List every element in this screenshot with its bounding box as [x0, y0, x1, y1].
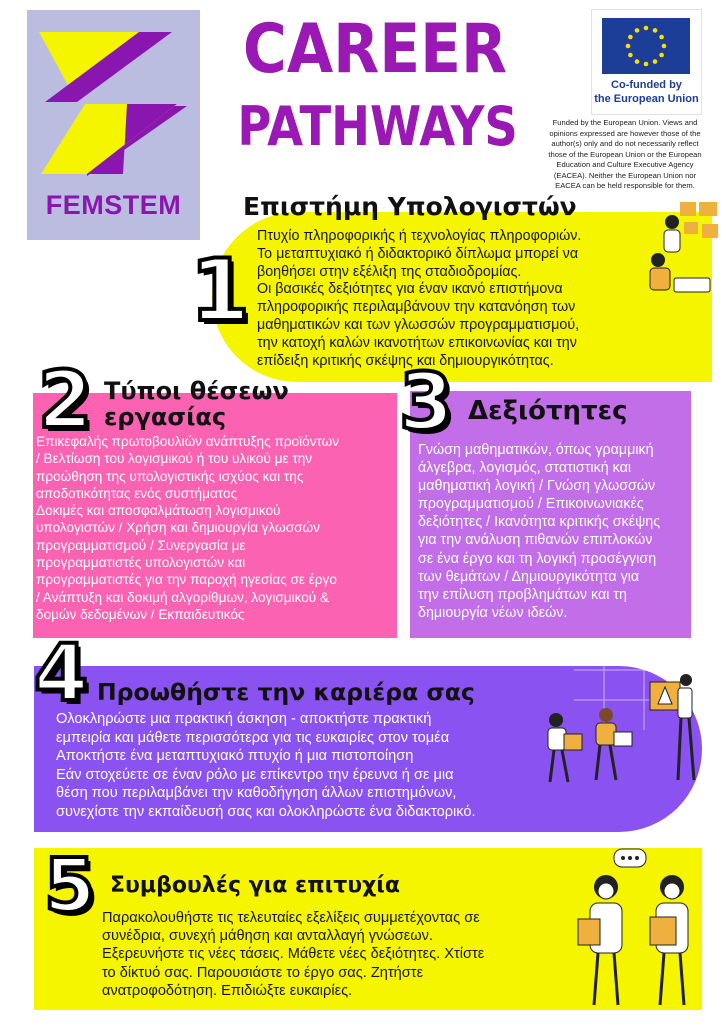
eu-cofunded-badge [591, 9, 702, 115]
body-line: δημιουργία νέων ιδεών. [418, 604, 568, 621]
body-line: για την ανάλυση πιθανών επιπλοκών [418, 532, 653, 549]
eu-disclaimer [536, 118, 714, 192]
body-line: αποδοτικότητας ενός συστήματος [36, 485, 238, 501]
body-line: βοηθήσει στην εξέλιξη της σταδιοδρομίας. [257, 263, 522, 280]
body-line: δεξιότητες / Ικανότητα κριτικής σκέψης [418, 514, 661, 531]
body-line: ανατροφοδότηση. Επιδιώξτε ευκαιρίες. [102, 982, 353, 999]
coworkers-illustration [644, 200, 722, 300]
body-line: άλγεβρα, λογισμός, στατιστική και [418, 460, 632, 477]
section-4-heading: Προωθήστε την καριέρα σας [97, 678, 475, 706]
disclaimer-line: opinions expressed are however those of the [549, 128, 701, 138]
body-line: Γνώση μαθηματικών, όπως γραμμική [418, 442, 654, 458]
section-2-number: 2 [38, 356, 93, 446]
body-line: των θεμάτων / Δημιουργικότητα για [418, 568, 640, 585]
section-2-heading-line1: Τύποι θέσεων [104, 377, 289, 405]
body-line: δομών δεδομένων / Εκπαιδευτικός [36, 606, 245, 622]
section-1-heading: Επιστήμη Υπολογιστών [243, 192, 577, 221]
body-line: Εξερευνήστε τις νέες τάσεις. Μάθετε νέες δεξιότητες. Χτίστε [102, 946, 485, 963]
section-1-body [257, 228, 581, 370]
body-line: το δίκτυό σας. Παρουσιάστε το έργο σας. Ζητήστε [102, 964, 424, 981]
section-4-body [56, 710, 476, 821]
body-line: προώθηση της υπολογιστικής ισχύος και της [36, 468, 304, 484]
disclaimer-line: EACEA can be held responsible for them. [555, 181, 695, 190]
body-line: επίδειξη κριτικής σκέψης και δημιουργικότητας. [257, 352, 554, 369]
body-line: πληροφορικής περιλαμβάνουν την κατανόηση των [257, 299, 576, 316]
body-line: σε ένα έργο και τη λογική προσέγγιση [418, 550, 657, 567]
body-line: Επικεφαλής πρωτοβουλιών ανάπτυξης προϊόντων [36, 434, 340, 449]
section-5-body [102, 909, 484, 1000]
section-3-body [418, 441, 660, 622]
body-line: μαθηματική λογική / Γνώση γλωσσών [418, 478, 656, 495]
body-line: θέση που περιλαμβάνει την καθοδήγηση άλλων επιστημόνων, [56, 785, 457, 801]
disclaimer-line: Education and Culture Executive Agency [556, 160, 694, 169]
section-5-number: 5 [44, 843, 96, 929]
body-line: Ολοκληρώστε μια πρακτική άσκηση - αποκτήστε πρακτική [56, 711, 432, 727]
body-line: Παρακολουθήστε τις τελευταίες εξελίξεις συμμετέχοντας σε [102, 910, 480, 926]
body-line: Αποκτήστε ένα μεταπτυχιακό πτυχίο ή μια πιστοποίηση [56, 748, 414, 764]
page-title-line2: PATHWAYS [237, 95, 518, 158]
section-2-heading-line2: εργασίας [104, 403, 227, 431]
body-line: Πτυχίο πληροφορικής ή τεχνολογίας πληροφοριών. [257, 228, 582, 244]
body-line: συνεχίστε την εκπαίδευσή σας και ολοκληρώστε ένα διδακτορικό. [56, 803, 476, 820]
section-5-heading: Συμβουλές για επιτυχία [110, 873, 400, 898]
eu-cofunded-line1: Co-funded by [611, 79, 682, 91]
section-2-heading [104, 378, 289, 430]
disclaimer-line: (EACEA). Neither the European Union nor [553, 170, 697, 180]
logo-wordmark: FEMSTEM [45, 190, 182, 220]
body-line: προγραμματιστές υπολογιστών και [36, 555, 246, 571]
section-3-number: 3 [399, 358, 454, 448]
body-line: / Βελτίωση του λογισμικού ή του υλικού με την [36, 451, 313, 467]
body-line: την κατοχή καλών ικανοτήτων επικοινωνίας και την [257, 334, 577, 351]
body-line: την επίλυση προβλημάτων και τη [418, 586, 627, 603]
eu-cofunded-line2: the European Union [594, 93, 699, 105]
body-line: μαθηματικών και των γλωσσών προγραμματισμού, [257, 316, 580, 333]
section-1-number: 1 [190, 241, 250, 341]
body-line: Εάν στοχεύετε σε έναν ρόλο με επίκεντρο την έρευνα ή σε μια [56, 766, 454, 783]
discussion-illustration [572, 845, 712, 1010]
body-line: υπολογιστών / Χρήση και δημιουργία γλωσσών [36, 520, 320, 536]
body-line: εμπειρία και μάθετε περισσότερα για τις ευκαιρίες στον τομέα [56, 729, 450, 746]
disclaimer-line: Funded by the European Union. Views and [552, 118, 698, 127]
body-line: Το μεταπτυχιακό ή διδακτορικό δίπλωμα μπορεί να [257, 245, 579, 262]
section-3-heading: Δεξιότητες [468, 396, 628, 426]
body-line: προγραμματισμού / Επικοινωνιακές [418, 496, 644, 513]
body-line: προγραμματιστές για την παροχή ηγεσίας σε έργο [36, 572, 337, 588]
femstem-logo [27, 10, 200, 240]
body-line: συνέδρια, συνεχή μάθηση και ανταλλαγή γνώσεων. [102, 928, 433, 945]
lightning-bolt-icon [27, 10, 200, 190]
body-line: Δοκιμές και αποσφαλμάτωση λογισμικού [36, 503, 281, 519]
page-title-line1: CAREER [242, 10, 508, 89]
body-line: Οι βασικές δεξιότητες για έναν ικανό επιστήμονα [257, 281, 563, 298]
team-meeting-illustration [534, 660, 704, 785]
disclaimer-line: author(s) only and do not necessarily reflect [551, 139, 699, 148]
section-2-body [36, 433, 339, 623]
body-line: προγραμματισμού / Συνεργασία με [36, 537, 246, 553]
eu-flag-icon [602, 18, 690, 74]
section-4-number: 4 [34, 629, 89, 719]
body-line: / Ανάπτυξη και δοκιμή αλγορίθμων, λογισμικού & [36, 589, 330, 605]
disclaimer-line: those of the European Union or the European [548, 149, 702, 159]
